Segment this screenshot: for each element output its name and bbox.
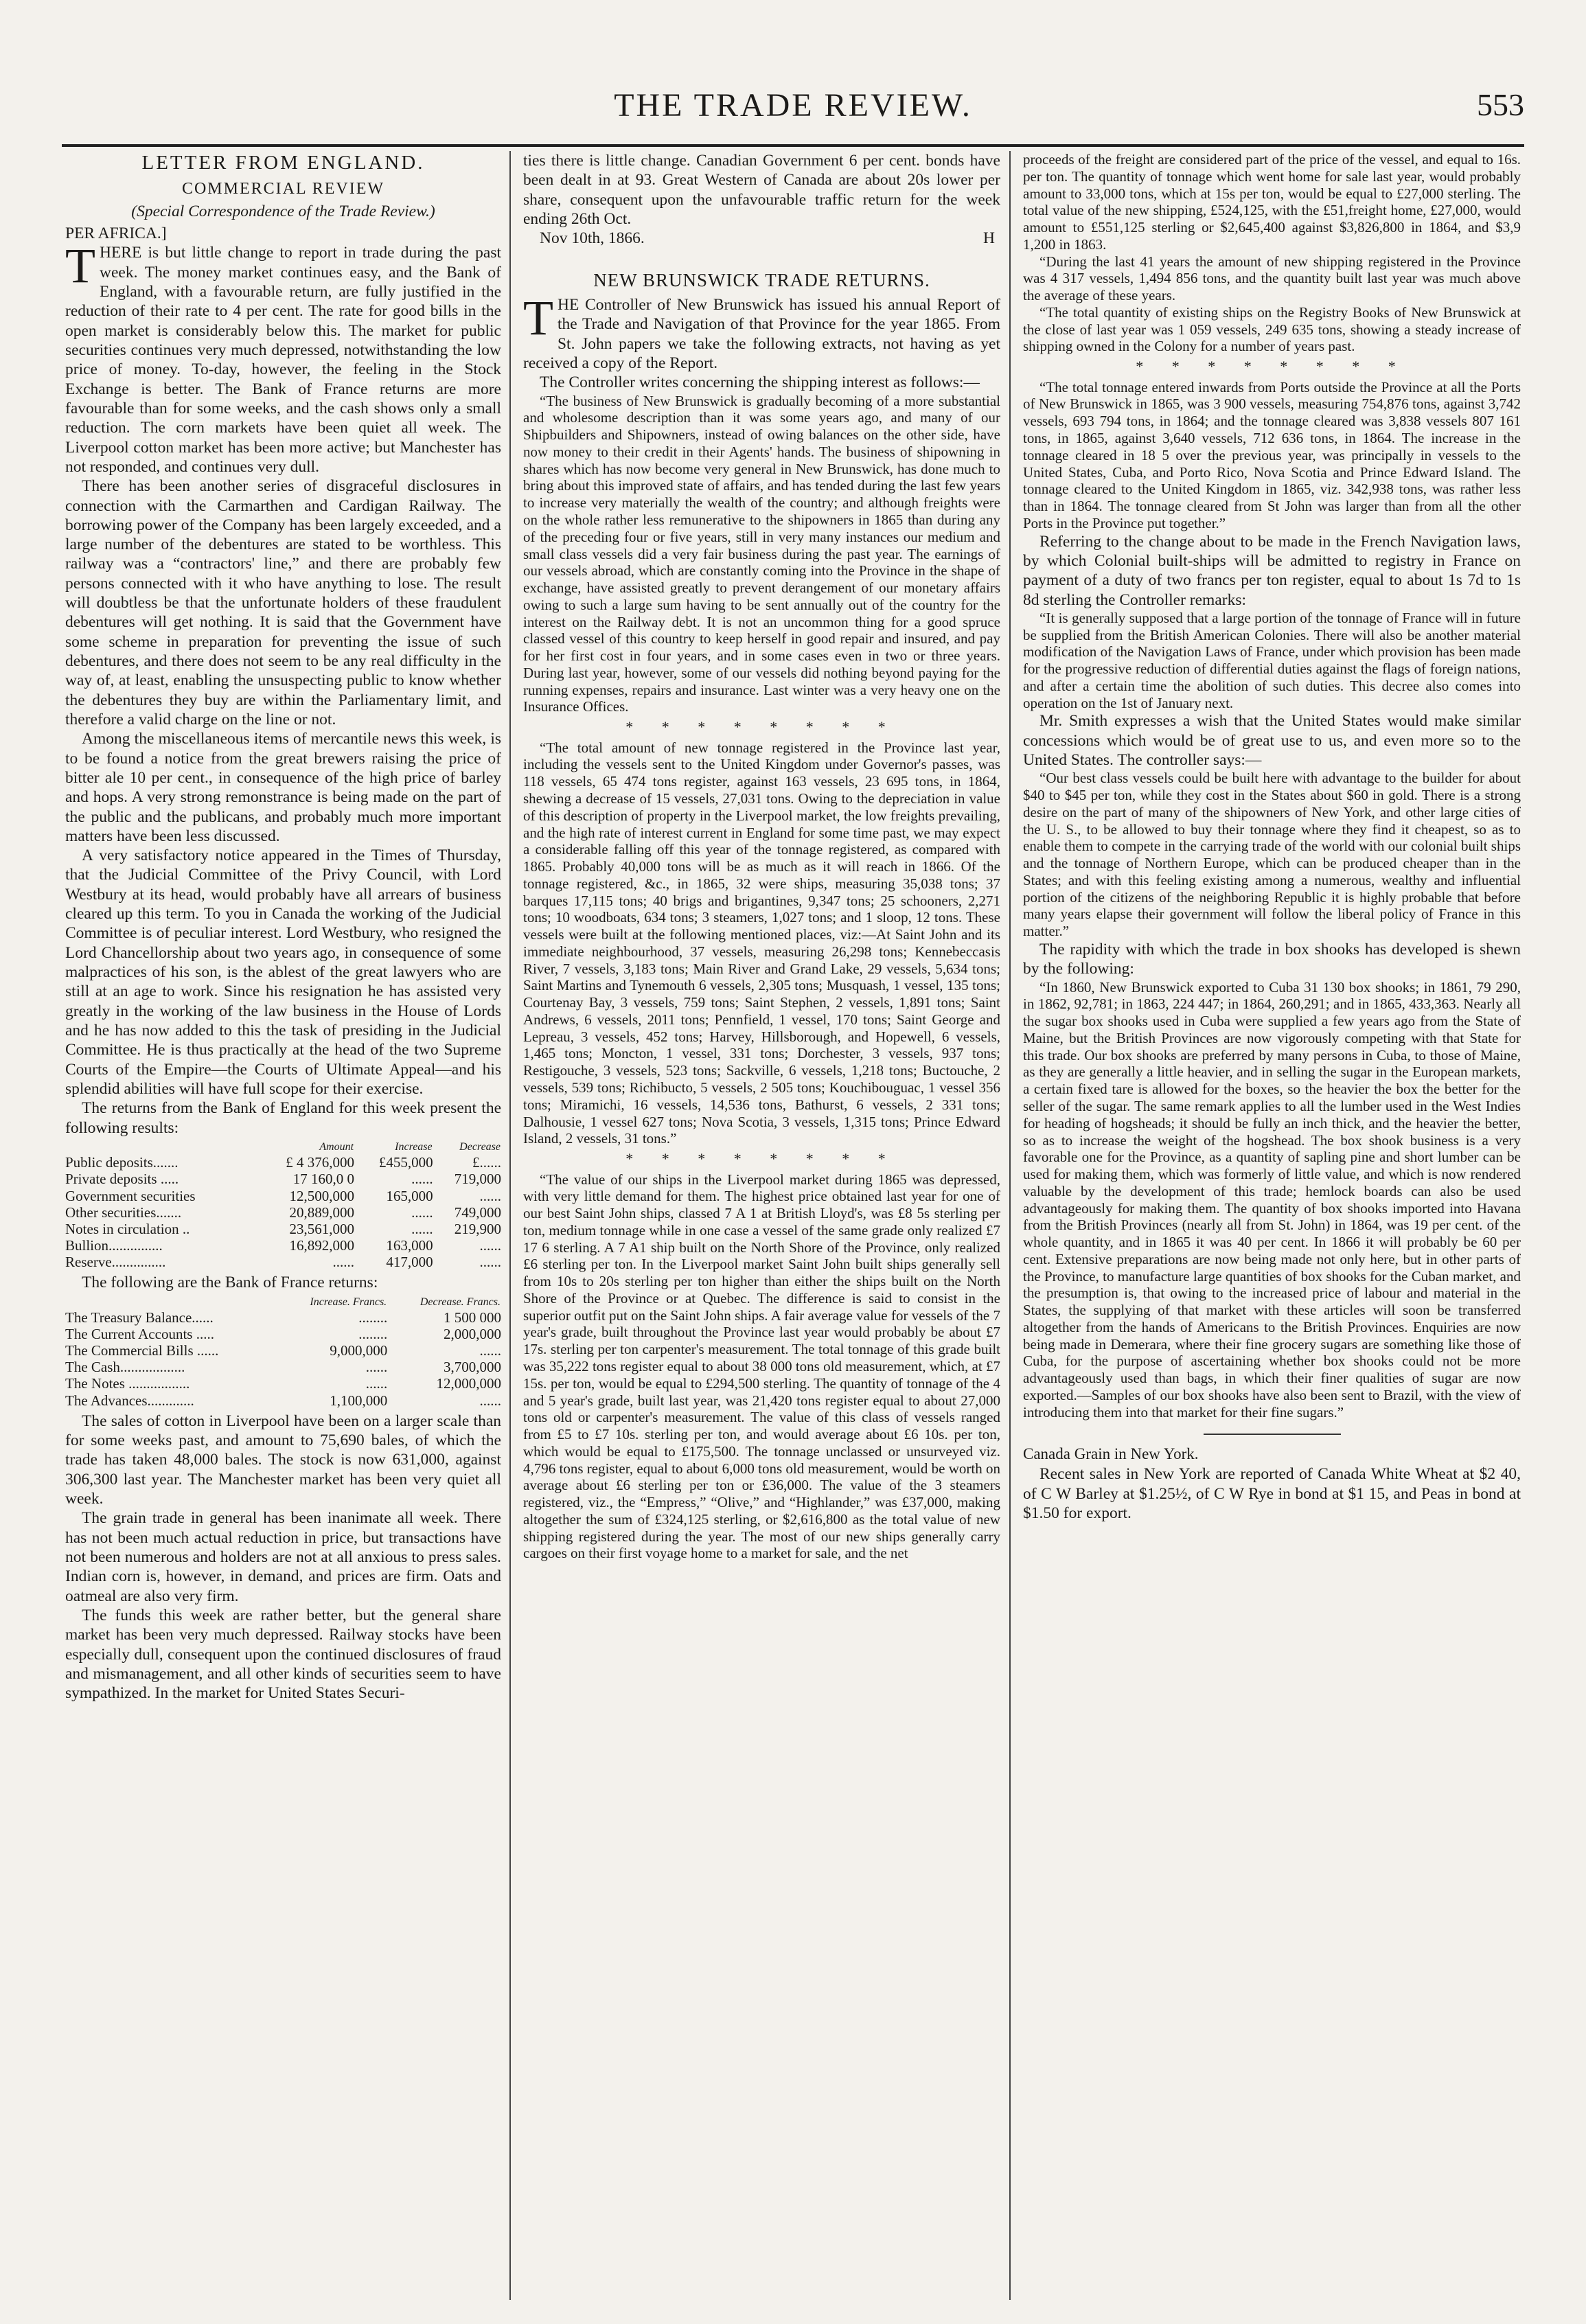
table-cell: 749,000 [454, 1204, 501, 1221]
quoted-paragraph: “The total tonnage entered inwards from Ports outside the Province at all the Ports of New Brunswick in 1865, was 3 900 vessels, measuring 754,876 tons, against 3,742 vessels, 693 794 tons, in 1864; and the tonnage cleared was 3,838 vessels 807 161 tons, in 1865, against 3,640 vessels, 712 636 tons, in 1864. The increase in the tonnage cleared in 18 5 over the previous year, was principally in vessels to the United States, Cuba, and Porto Rico, Nova Scotia and Prince Edward Island. The tonnage cleared to the United Kingdom in 1865, viz. 342,938 tons, was rather less than in 1864. The tonnage cleared from St John was larger than from all the other Ports in the Province put together.” [1023, 378, 1521, 531]
table-row [65, 1375, 501, 1392]
table-cell: 165,000 [386, 1187, 433, 1204]
article-subheading-commercial-review: COMMERCIAL REVIEW [181, 179, 385, 198]
paragraph: Mr. Smith expresses a wish that the United States would make similar concessions which would be of great use to us, and even more so to the United States. The controller says:— [1023, 712, 1521, 770]
paragraph: The sales of cotton in Liverpool have been on a larger scale than for some weeks past, and amount to 75,690 bales, of which the trade has taken 48,000 bales. The stock is now 631,000, against 306,300 last year. The Manchester market has been very quiet all week. [65, 1412, 501, 1508]
quoted-paragraph: “In 1860, New Brunswick exported to Cuba 31 130 box shooks; in 1861, 79 290, in 1862, 92,781; in 1863, 224 447; in 1864, 260,291; and in 1865, 433,363. Nearly all the sugar box shooks used in Cuba were supplied a few years ago from the State of Maine, but the British Provinces are now vigorously competing with that State for this trade. Our box shooks are preferred by many persons in Cuba, to those of Maine, as they are generally a little heavier, and in selling the sugar in the European markets, a certain fixed tare is allowed for the boxes, so the heavier the box the better for the seller of the sugar. The same remark applies to all the lumber used in the West Indies for heading of hogsheads; it should be fully an inch thick, and the heavier the better, so as to increase the weight of the hogshead. The box shook business is a very favorable one for the Province, as a quantity of sapling pine and short lumber can be used for making them, which was formerly of little value, and which is now rendered valuable by the development of this trade; hemlock boards can also be used advantageously for making them. The quantity of box shooks imported into Havana from the British Provinces (nearly all from St. John) in 1864, was 19 per cent. of the whole quantity, and in 1865 it was 40 per cent. In 1866 it will probably be 60 per cent. Extensive preparations are now being made not only here, but in other parts of the Province, to manufacture large quantities of box shooks for the Cuban market, and the presumption is, that owing to the increased price of labour and material in the States, the supplying of that market with these articles will soon be transferred altogether from the hands of Americans to the British Provinces. Enquiries are now being made in Demerara, where their fine grocery sugars are something like those of Cuba, for the purpose of ascertaining whether box shooks could not be more advantageously used than bags, in which their finer qualities of sugar are now exported.—Samples of our box shooks have also been sent to Brazil, with the view of introducing them into that market for their fine sugars.” [1023, 978, 1521, 1420]
table-cell: 16,892,000 [289, 1236, 355, 1254]
table-cell: Private deposits ..... [65, 1171, 179, 1188]
table-cell: ...... [479, 1254, 501, 1271]
paragraph: The following are the Bank of France returns: [82, 1274, 378, 1292]
dateline [523, 229, 1000, 248]
quoted-paragraph: “The value of our ships in the Liverpool market during 1865 was depressed, with very little demand for them. The highest price obtained last year for one of our best Saint John ships, classed 7 A 1 at British Lloyd's, was £8 5s sterling per ton, medium tonnage while in one case a vessel of the same grade only realized £7 17 6 sterling. A 7 A1 ship built on the North Shore of the Province, only realized £6 sterling per ton. In the Liverpool market Saint John built ships generally sell from 10s to 20s sterling per ton higher than either the ships built on the North Shore of the Province or at Quebec. The difference is said to consist in the superior outfit put on the Saint John ships. A fair average value for vessels of the 7 year's grade, built throughout the Province last year would probably be about £7 17s. sterling per ton carpenter's measurement. The total tonnage of this grade built was 35,222 tons register equal to about 38 000 tons old measurement, which, at £7 15s. per ton, would be equal to £294,500 sterling. The quantity of tonnage of the 4 and 5 year's grade, built last year, was 21,420 tons register equal to about 27,000 tons old or carpenter's measurement. The value of this class of vessels ranged from £5 to £7 10s. sterling per ton, and would average about £6 10s. per ton, which would be equal to £175,500. The tonnage unclassed or unsurveyed viz. 4,796 tons register, equal to about 6,000 tons old measurement, would be worth on average about £6 sterling per ton or £36,000. The value of the 3 steamers registered, viz., the “Empress,” “Olive,” and “Highlander,” was £37,000, making altogether the sum of £324,125 sterling, or $2,616,800 as the total value of new shipping registered during the year. The most of our new ships generally carry cargoes on their first voyage home to a market for sale, and the net [523, 1171, 1000, 1562]
drop-cap: T [523, 290, 553, 346]
table-row [65, 1254, 501, 1270]
table-cell: ........ [358, 1309, 388, 1326]
table-cell: £...... [472, 1154, 501, 1171]
table-cell: Government securities [65, 1187, 196, 1204]
paragraph: ties there is little change. Canadian Government 6 per cent. bonds have been dealt in at 93. Great Western of Canada are about 20s lower per share, consequent upon the unfavourable traffic return for the week ending 26th Oct. [523, 152, 1000, 228]
table-cell: 17 160,0 0 [292, 1171, 355, 1188]
table-cell: The Cash.................. [65, 1359, 185, 1376]
table-cell: 12,000,000 [436, 1375, 501, 1392]
correspondent-note: (Special Correspondence of the Trade Review.) [131, 202, 435, 220]
paragraph: The rapidity with which the trade in box shooks has developed is shewn by the following: [1023, 941, 1521, 978]
article-heading-letter-from-england: LETTER FROM ENGLAND. [141, 152, 425, 174]
table-cell: 417,000 [386, 1254, 433, 1271]
quoted-paragraph: “During the last 41 years the amount of new shipping registered in the Province was 4 317 vessels, 1,494 856 tons, and the quantity built last year was much above the average of these years. [1023, 253, 1521, 304]
paragraph [65, 238, 501, 476]
divider [1204, 1434, 1341, 1435]
table-cell: ...... [479, 1236, 501, 1254]
table-cell: The Current Accounts ..... [65, 1326, 214, 1343]
masthead [62, 82, 1524, 147]
signature: H [983, 229, 995, 248]
table-cell: The Treasury Balance...... [65, 1309, 214, 1326]
column-3 [1023, 151, 1521, 2300]
table-cell: 1 500 000 [444, 1309, 501, 1326]
table-cell: 219,900 [454, 1220, 501, 1237]
table-cell: 23,561,000 [289, 1220, 355, 1237]
quoted-paragraph: “It is generally supposed that a large portion of the tonnage of France will in future be supplied from the British American Colonies. There will also be another material modification of the Navigation Laws of France, under which provision has been made for the progressive reduction of differential duties against the flags of foreign nations, and after a certain time the abolition of such duties. This decree also comes into operation on the 1st of January next. [1023, 609, 1521, 711]
article-heading-new-brunswick: NEW BRUNSWICK TRADE RETURNS. [593, 269, 930, 290]
table-row [65, 1342, 501, 1359]
table-cell: ...... [365, 1359, 388, 1376]
paragraph: The Controller writes concerning the shipping interest as follows:— [540, 373, 980, 392]
table-cell: The Commercial Bills ...... [65, 1342, 219, 1359]
table-row [65, 1204, 501, 1221]
paragraph: Referring to the change about to be made in the French Navigation laws, by which Colonial built-ships will be admitted to registry in France on payment of a duty of two francs per ton register, equal to about 1s 7d to 1s 8d sterling the Controller remarks: [1023, 532, 1521, 609]
table-cell: 20,889,000 [289, 1204, 355, 1221]
paragraph [523, 290, 1000, 373]
table-row [65, 1171, 501, 1187]
table-row [65, 1237, 501, 1254]
paragraph: The returns from the Bank of England for this week present the following results: [65, 1099, 501, 1137]
article-heading-canada-grain: Canada Grain in New York. [1023, 1445, 1199, 1462]
table-cell: Public deposits....... [65, 1154, 179, 1171]
section-stars: * * * * * * * * [1136, 358, 1408, 376]
bank-of-france-table [65, 1296, 501, 1409]
paragraph-text: HE Controller of New Brunswick has issued his annual Report of the Trade and Navigation of that Province for the year 1865. From St. John papers we take the following extracts, not having as yet received a copy of the Report. [523, 296, 1000, 373]
table-cell: Notes in circulation .. [65, 1220, 190, 1237]
per-line: PER AFRICA.] [65, 225, 167, 243]
quoted-paragraph: proceeds of the freight are considered part of the price of the vessel, and equal to 16s. per ton. The quantity of tonnage which went home for sale last year, would probably amount to 33,000 tons, which at 15s per ton, would be equal to £27,000 sterling. The total value of the new shipping, £524,125, with the £51,freight home, £27,000, would amount to £551,125 sterling or $2,645,400 against $3,826,800 in 1864, and $3,9 1,200 in 1863. [1023, 151, 1521, 253]
paragraph: There has been another series of disgraceful disclosures in connection with the Carmarthen and Cardigan Railway. The borrowing power of the Company has been largely exceeded, and a large number of the debentures are stated to be worthless. This railway was a “contractors' line,” and there are probably few persons connected with it who have anything to lose. The result will doubtless be that the unfortunate holders of these fraudulent debentures will get nothing. It is said that the Government have some scheme in preparation for preventing the issue of such debentures, and there does not seem to be any real difficulty in the way of, at least, enabling the unsuspecting public to know whether the debentures they buy are within the Parliamentary limit, and therefore a valid charge on the line or not. [65, 477, 501, 728]
table-cell: Other securities....... [65, 1204, 182, 1221]
table-row [65, 1326, 501, 1342]
table-header: Increase [395, 1140, 433, 1153]
bank-of-england-table [65, 1140, 501, 1270]
table-cell: ...... [479, 1187, 501, 1204]
table-header: Decrease [459, 1140, 501, 1153]
column-2 [523, 151, 1000, 2300]
table-row [65, 1188, 501, 1204]
quoted-paragraph: “The total quantity of existing ships on the Registry Books of New Brunswick at the close of last year was 1 059 vessels, 249 635 tons, showing a steady increase of shipping owned in the Colony for a number of years past. [1023, 303, 1521, 355]
table-cell: Bullion............... [65, 1236, 163, 1254]
page-number: 553 [1477, 87, 1524, 122]
table-row [65, 1359, 501, 1375]
quoted-paragraph: “The business of New Brunswick is gradually becoming of a more substantial and wholesome description than it was some years ago, and many of our Shipbuilders and Shipowners, instead of owing balances on the other side, have now money to their credit in their Agents' hands. The business of shipowning in shares which has now become very general in New Brunswick, has done much to bring about this improved state of affairs, and has tended during the last few years to increase very materially the wealth of the country; and although freights were on the whole rather less remunerative to the shipowners in 1865 than during any of the preceding four or five years, still in very many instances our medium and small class vessels did a very fair business during the past year. The earnings of our vessels abroad, which are constantly coming into the Province in the shape of exchange, have assisted greatly to prevent derangement of our monetary affairs owing to such a large sum having to be sent annually out of the country for the interest on the Railway debt. It is not an uncommon thing for a good spruce classed vessel of this country to keep herself in good repair and insured, and pay for her first cost in four years, and in some cases even in two or three years. During last year, however, some of our vessels did nothing beyond paying for the running expenses, repairs and insurance. Last winter was a very heavy one on the Insurance Offices. [523, 392, 1000, 715]
table-cell: 3,700,000 [444, 1359, 501, 1376]
table-cell: Reserve............... [65, 1254, 166, 1271]
quoted-paragraph: “Our best class vessels could be built here with advantage to the builder for about $40 to $45 per ton, while they cost in the States about $60 in gold. There is a strong desire on the part of many of the shipowners of New York, and other large cities of the U. S., to be allowed to buy their tonnage where they find it cheapest, so as to enable them to compete in the carrying trade of the world with our colonial built ships and the tonnage of Northern Europe, which can be produced cheaper than in the States; and with this feeling existing among a numerous, wealthy and influential portion of the citizens of the neighboring Republic it is highly probable that before many years elapse their government will follow the liberal policy of France in this matter.” [1023, 770, 1521, 940]
table-header [65, 1296, 279, 1309]
table-header: Decrease. Francs. [420, 1296, 501, 1308]
column-rule-2 [1009, 151, 1011, 2300]
table-cell: ...... [479, 1342, 501, 1359]
table-row [65, 1154, 501, 1171]
table-row [65, 1309, 501, 1326]
date: Nov 10th, 1866. [540, 229, 645, 248]
paragraph-text: HERE is but little change to report in trade during the past week. The money market continues easy, and the Bank of England, with a favourable return, are fully justified in the reduction of their rate to 4 per cent. The rate for good bills in the open market is considerably below this. The market for public securities continues very much depressed, notwithstanding the low price of money. To-day, however, the feeling in the Stock Exchange is better. The Bank of France returns are more favourable than for some weeks, and the cash shows only a small reduction. The corn markets have been quiet all week. The Liverpool cotton market has been more active; but Manchester has not responded, and continues very dull. [65, 244, 501, 476]
table-cell: ...... [479, 1392, 501, 1409]
table-cell: 719,000 [454, 1171, 501, 1188]
table-cell: The Notes ................. [65, 1375, 190, 1392]
paragraph: The grain trade in general has been inanimate all week. There has not been much actual reduction in price, but transactions have not been numerous and holders are not at all anxious to press sales. Indian corn is, however, in demand, and prices are firm. Oats and oatmeal are also very firm. [65, 1509, 501, 1605]
section-stars: * * * * * * * * [625, 1150, 898, 1168]
quoted-paragraph: “The total amount of new tonnage registered in the Province last year, including the vessels sent to the United Kingdom under Governor's passes, was 118 vessels, 65 474 tons register, against 163 vessels, 23 695 tons, in 1864, shewing a decrease of 15 vessels, 27,031 tons. Owing to the depreciation in value of this description of property in the Liverpool market, the low freights prevailing, and the high rate of interest current in England for some time past, we may expect a considerable falling off this year of the tonnage registered, as compared with 1865. Probably 40,000 tons will be as much as it will reach in 1866. Of the tonnage registered, &c., in 1865, 32 were ships, measuring 35,038 tons; 37 barques 17,115 tons; 40 brigs and brigantines, 9,347 tons; 25 schooners, 2,271 tons; 10 woodboats, 634 tons; 3 steamers, 1,027 tons; and 1 sloop, 12 tons. These vessels were built at the following mentioned places, viz:—At Saint John and its immediate neighbourhood, 37 vessels, measuring 26,298 tons; Kennebeccasis River, 7 vessels, 3,183 tons; Main River and Grand Lake, 29 vessels, 5,634 tons; Saint Martins and Tynemouth 6 vessels, 2,305 tons; Musquash, 1 vessel, 135 tons; Courtenay Bay, 3 vessels, 759 tons; Saint Stephen, 2 vessels, 1,891 tons; Saint Andrews, 6 vessels, 2011 tons; Pennfield, 1 vessel, 170 tons; Saint George and Lepreau, 3 vessels, 452 tons; Harvey, Hillsborough, and Hopewell, 6 vessels, 1,465 tons; Moncton, 1 vessel, 331 tons; Dorchester, 3 vessels, 937 tons; Restigouche, 3 vessels, 523 tons; Sackville, 6 vessels, 1,218 tons; Buctouche, 2 vessels, 539 tons; Richibucto, 5 vessels, 2 505 tons; Kouchibouguac, 1 vessel 356 tons; Miramichi, 16 vessels, 14,536 tons, Bathurst, 6 vessels, 2 331 tons; Dalhousie, 1 vessel 627 tons; Nova Scotia, 3 vessels, 1,315 tons; Prince Edward Island, 2 vessels, 31 tons.” [523, 739, 1000, 1147]
paragraph: A very satisfactory notice appeared in the Times of Thursday, that the Judicial Committee of the Privy Council, with Lord Westbury at its head, would probably have all arrears of business cleared up this term. To you in Canada the working of the Judicial Committee is of peculiar interest. Lord Westbury, who resigned the Lord Chancellorship about two years ago, in consequence of some malpractices of his son, is the ablest of the great lawyers who are still at an age to work. Since his resignation he has assisted very greatly in the working of the law business in the House of Lords and he has now added to this the task of presiding in the Judicial Committee. He is thus practically at the head of the two Supreme Courts of the Empire—the Courts of Ultimate Appeal—and his splendid abilities will have full scope for their exercise. [65, 847, 501, 1098]
table-cell: 9,000,000 [330, 1342, 388, 1359]
column-1 [65, 151, 501, 2300]
table-cell: The Advances............. [65, 1392, 194, 1409]
drop-cap: T [65, 238, 95, 294]
paragraph: Among the miscellaneous items of mercantile news this week, is to be found a notice from the great brewers raising the price of bitter ale 10 per cent., in consequence of the high price of barley and hops. A very strong remonstrance is being made on the part of the public and the publicans, and probably much more important matters have been less discussed. [65, 730, 501, 845]
paragraph: The funds this week are rather better, but the general share market has been very much depressed. Railway stocks have been especially dull, consequent upon the continued disclosures of fraud and mismanagement, and all other kinds of securities seem to have sympathized. In the market for United States Securi- [65, 1606, 501, 1703]
table-cell: 12,500,000 [289, 1187, 355, 1204]
table-cell: £455,000 [378, 1154, 433, 1171]
table-row [65, 1221, 501, 1237]
table-cell: ...... [365, 1375, 388, 1392]
table-header: Increase. Francs. [310, 1296, 387, 1308]
table-cell: 163,000 [386, 1236, 433, 1254]
section-stars: * * * * * * * * [625, 718, 898, 736]
table-cell: ...... [411, 1204, 433, 1221]
paragraph: Recent sales in New York are reported of Canada White Wheat at $2 40, of C W Barley at $1.25½, of C W Rye in bond at $1 15, and Peas in bond at $1.50 for export. [1023, 1465, 1521, 1522]
table-cell: 2,000,000 [444, 1326, 501, 1343]
table-cell: ...... [332, 1254, 355, 1271]
table-cell: £ 4 376,000 [286, 1154, 355, 1171]
table-cell: 1,100,000 [330, 1392, 388, 1409]
masthead-title: THE TRADE REVIEW. [614, 87, 972, 124]
table-row [65, 1392, 501, 1409]
column-rule-1 [509, 151, 511, 2300]
table-header [65, 1140, 255, 1154]
table-cell: ........ [358, 1326, 388, 1343]
table-cell: ...... [411, 1171, 433, 1188]
table-header: Amount [319, 1140, 354, 1153]
table-cell: ...... [411, 1220, 433, 1237]
